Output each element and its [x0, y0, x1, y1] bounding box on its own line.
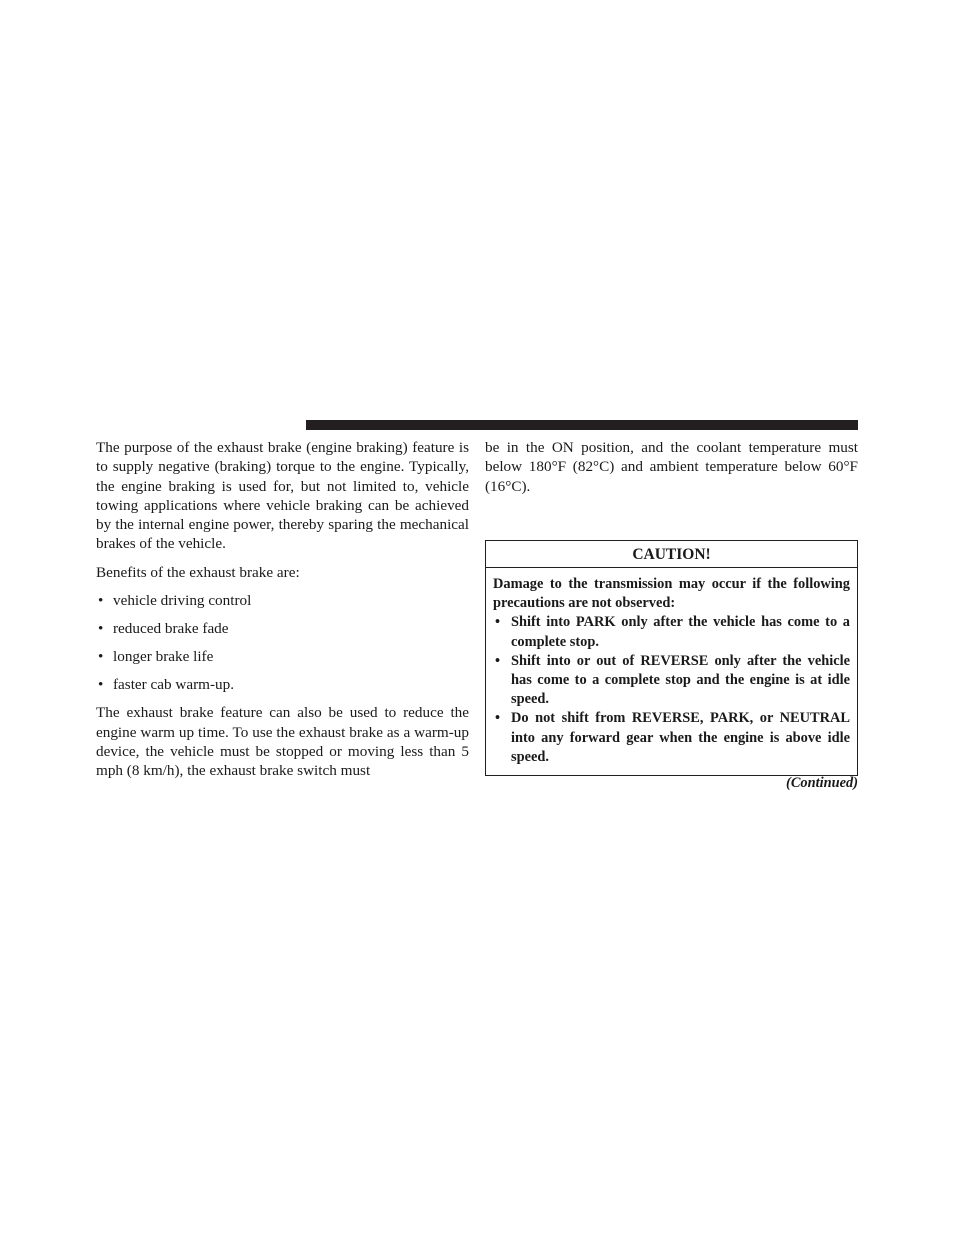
list-item: • faster cab warm-up. [98, 676, 235, 694]
benefits-list [96, 591, 469, 694]
caution-title: CAUTION! [486, 541, 857, 568]
continuation-paragraph: be in the ON position, and the coolant temperature must below 180°F (82°C) and ambient temperature below 60°F (16°C). [485, 439, 858, 495]
list-item: • Shift into or out of REVERSE only after the vehicle has come to a complete stop and the engine is at idle speed. [495, 652, 850, 708]
list-item: • vehicle driving control [98, 592, 252, 610]
caution-list [493, 613, 850, 767]
list-item: • reduced brake fade [98, 620, 229, 638]
bullet-icon: • [495, 710, 501, 727]
bullet-icon: • [98, 620, 104, 638]
section-header-bar [306, 420, 858, 430]
bullet-icon: • [98, 592, 104, 610]
caution-body [486, 568, 857, 767]
list-item: • Shift into PARK only after the vehicle has come to a complete stop. [495, 614, 850, 650]
benefits-heading: Benefits of the exhaust brake are: [96, 563, 300, 581]
warmup-paragraph: The exhaust brake feature can also be used to reduce the engine warm up time. To use the exhaust brake as a warm-up device, the vehicle must be stopped or moving less than 5 mph (8 km/h), the exhaust brake switch must [96, 704, 469, 780]
caution-intro: Damage to the transmission may occur if the following precautions are not observed: [493, 576, 850, 612]
list-item: • longer brake life [98, 648, 214, 666]
bullet-icon: • [495, 614, 501, 631]
bullet-icon: • [495, 652, 501, 669]
intro-paragraph: The purpose of the exhaust brake (engine braking) feature is to supply negative (braking) torque to the engine. Typically, the engine braking is used for, but not limited to, vehicle towing applications where vehicle braking can be achieved by the internal engine power, thereby sparing the mechanical brakes of the vehicle. [96, 439, 469, 553]
continued-label: (Continued) [786, 775, 858, 791]
list-item: • Do not shift from REVERSE, PARK, or NEUTRAL into any forward gear when the engine is above idle speed. [495, 710, 850, 765]
bullet-icon: • [98, 676, 104, 694]
left-column [96, 438, 469, 781]
caution-box [485, 540, 858, 776]
bullet-icon: • [98, 648, 104, 666]
right-column [485, 438, 858, 496]
